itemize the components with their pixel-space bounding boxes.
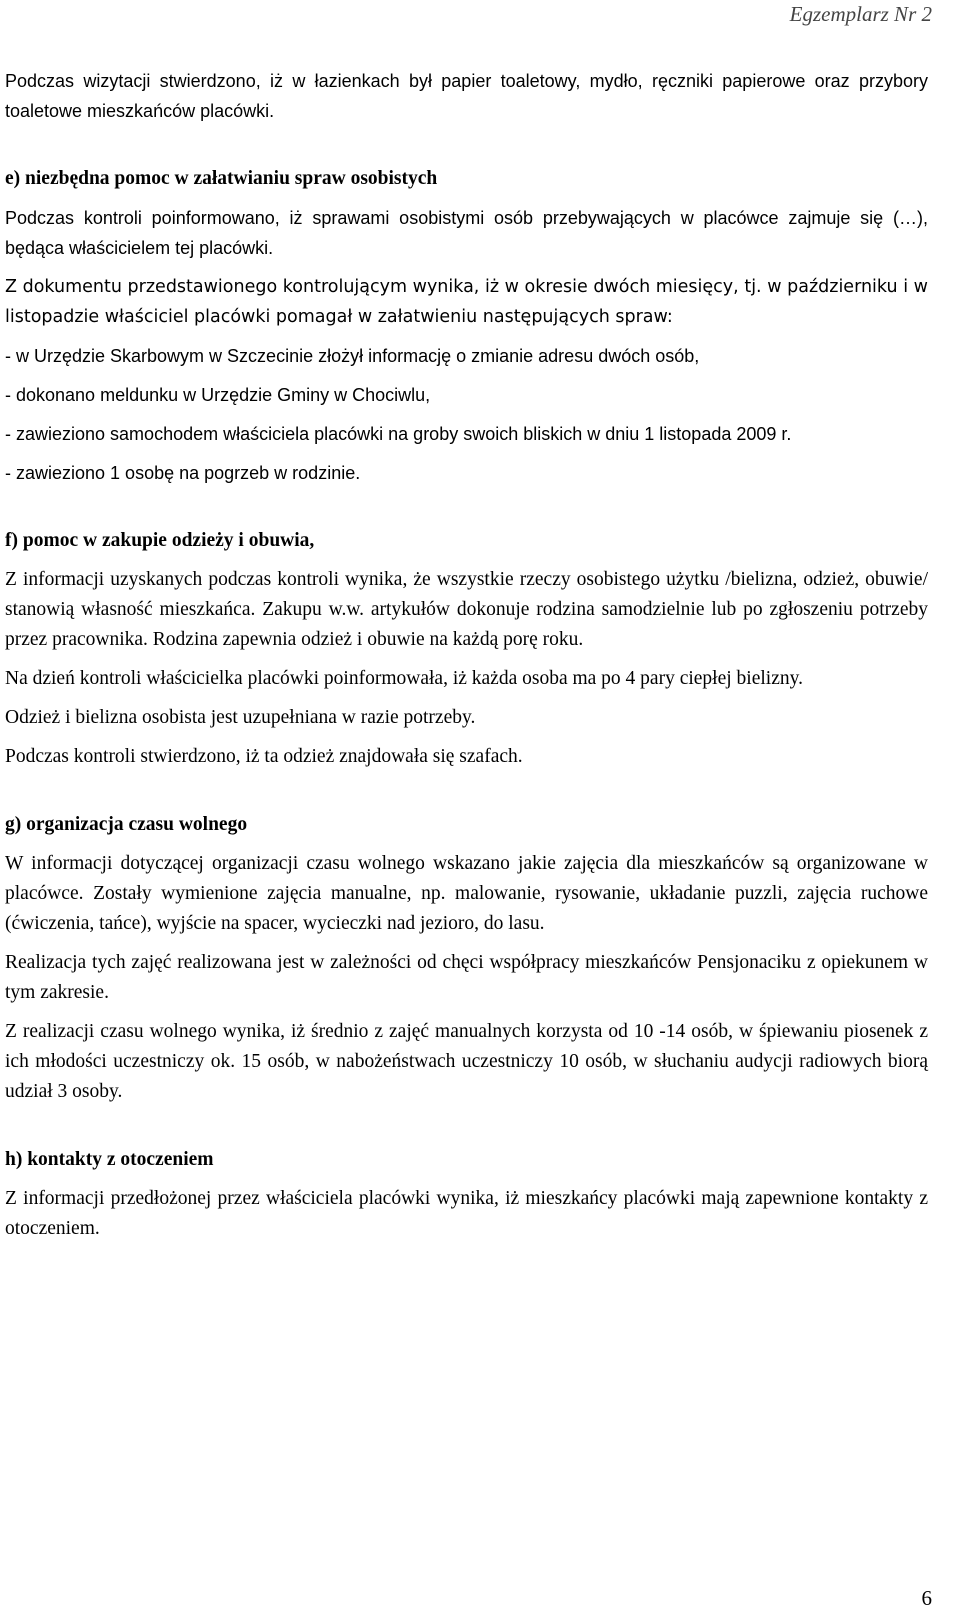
section-e-para-2: Z dokumentu przedstawionego kontrolującym wynika, iż w okresie dwóch miesięcy, tj. w październiku i w listopadzie właściciel placówki pomagał w załatwieniu następujących spraw:: [5, 277, 928, 327]
section-h-para: Z informacji przedłożonej przez właściciela placówki wynika, iż mieszkańcy placówki mają zapewnione kontakty z otoczeniem.: [5, 1188, 928, 1239]
intro-paragraph: Podczas wizytacji stwierdzono, iż w łazienkach był papier toaletowy, mydło, ręczniki papierowe oraz przybory toaletowe mieszkańców placówki.: [5, 71, 928, 121]
section-e-item-4: - zawieziono 1 osobę na pogrzeb w rodzinie.: [5, 463, 361, 483]
section-f-para-1: Z informacji uzyskanych podczas kontroli wynika, że wszystkie rzeczy osobistego użytku /bielizna, odzież, obuwie/ stanowią własność mieszkańca. Zakupu w.w. artykułów dokonuje rodzina samodzielnie lub po zgłoszeniu potrzeby przez pracownika. Rodzina zapewnia odzież i obuwie na każdą porę roku.: [5, 569, 928, 650]
section-g-para-1: W informacji dotyczącej organizacji czasu wolnego wskazano jakie zajęcia dla mieszkańców są organizowane w placówce. Zostały wymienione zajęcia manualne, np. malowanie, rysowanie, układanie puzzli, zajęcia ruchowe (ćwiczenia, tańce), wyjście na spacer, wycieczki nad jezioro, do lasu.: [5, 853, 928, 934]
section-e-heading: e) niezbędna pomoc w załatwianiu spraw osobistych: [5, 168, 438, 189]
section-e-item-1: - w Urzędzie Skarbowym w Szczecinie złożył informację o zmianie adresu dwóch osób,: [5, 346, 700, 366]
section-g-heading: g) organizacja czasu wolnego: [5, 814, 248, 835]
section-h-heading: h) kontakty z otoczeniem: [5, 1149, 214, 1170]
page-number: 6: [921, 1586, 932, 1610]
section-f-heading: f) pomoc w zakupie odzieży i obuwia,: [5, 530, 315, 551]
section-f-para-2: Na dzień kontroli właścicielka placówki poinformowała, iż każda osoba ma po 4 pary ciepłej bielizny.: [5, 668, 803, 689]
section-g-para-3: Z realizacji czasu wolnego wynika, iż średnio z zajęć manualnych korzysta od 10 -14 osób, w śpiewaniu piosenek z ich młodości uczestniczy ok. 15 osób, w nabożeństwach uczestniczy 10 osób, w słuchaniu audycji radiowych biorą udział 3 osoby.: [5, 1021, 928, 1102]
section-e-item-2: - dokonano meldunku w Urzędzie Gminy w Chociwlu,: [5, 385, 431, 405]
section-f-para-4: Podczas kontroli stwierdzono, iż ta odzież znajdowała się szafach.: [5, 746, 523, 767]
copy-label: Egzemplarz Nr 2: [789, 2, 932, 26]
document-body: [5, 66, 928, 1244]
section-e-item-3: - zawieziono samochodem właściciela placówki na groby swoich bliskich w dniu 1 listopada 2009 r.: [5, 424, 792, 444]
section-g-para-2: Realizacja tych zajęć realizowana jest w zależności od chęci współpracy mieszkańców Pensjonaciku z opiekunem w tym zakresie.: [5, 952, 928, 1003]
section-e-para-1: Podczas kontroli poinformowano, iż sprawami osobistymi osób przebywających w placówce zajmuje się (…), będąca właścicielem tej placówki.: [5, 208, 928, 258]
section-f-para-3: Odzież i bielizna osobista jest uzupełniana w razie potrzeby.: [5, 707, 476, 728]
